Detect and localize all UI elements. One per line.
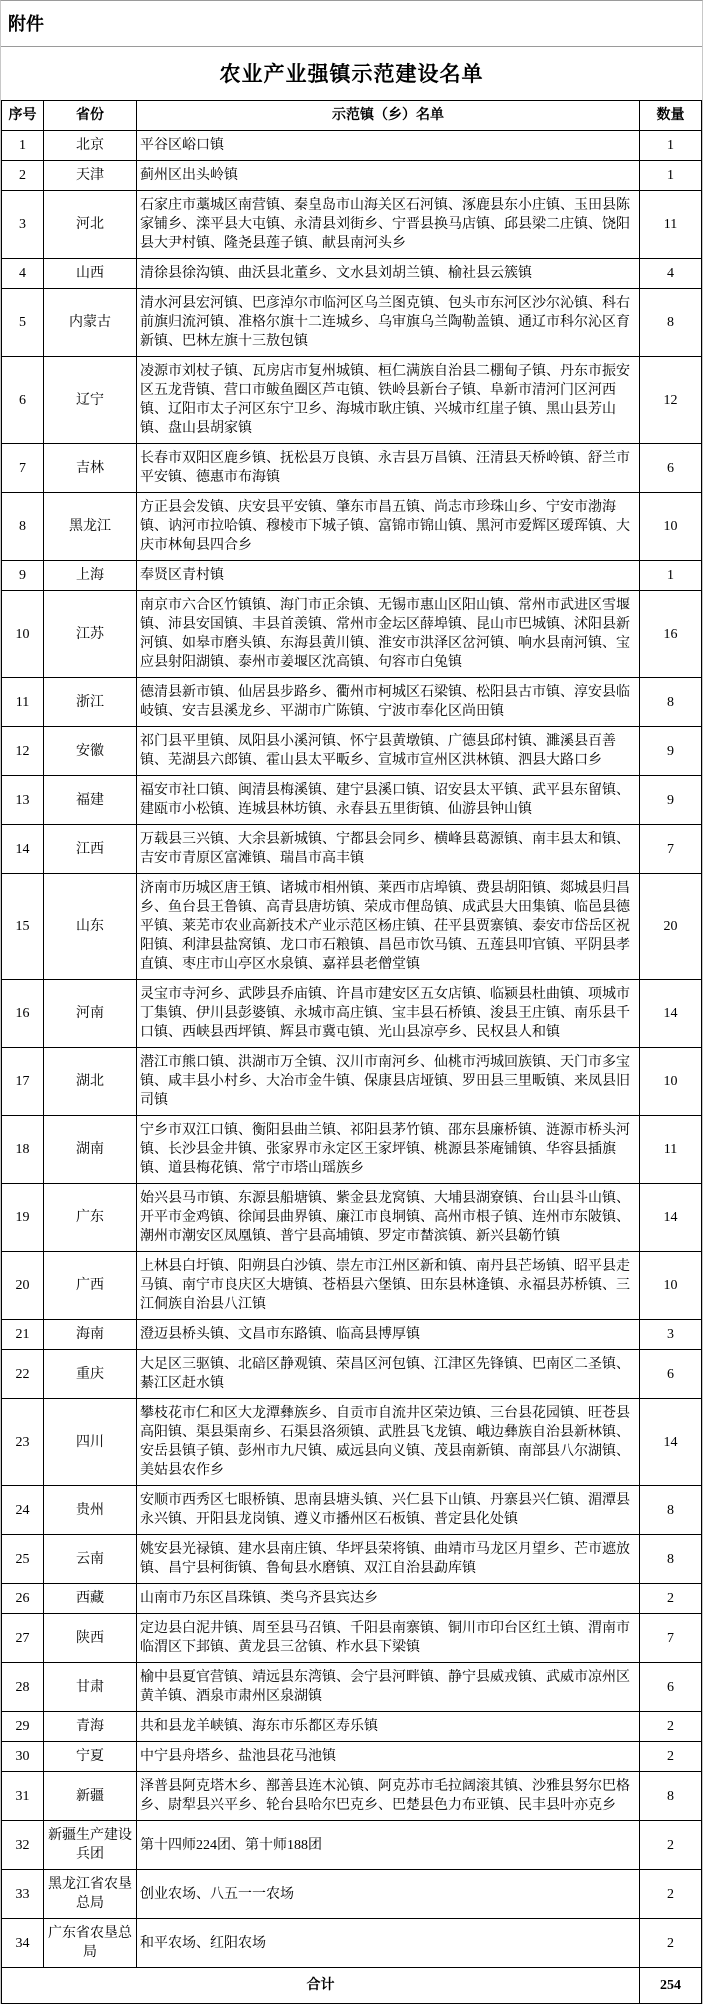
row-count-cell: 10 <box>640 1048 702 1116</box>
total-count: 254 <box>640 1968 702 2004</box>
header-index: 序号 <box>2 101 44 131</box>
row-province-cell: 浙江 <box>44 678 137 727</box>
row-count-cell: 8 <box>640 1535 702 1584</box>
row-list-cell: 攀枝花市仁和区大龙潭彝族乡、自贡市自流井区荣边镇、三台县花园镇、旺苍县高阳镇、渠县渠南乡、石渠县洛须镇、武胜县飞龙镇、峨边彝族自治县新林镇、安岳县镇子镇、彭州市九尺镇、威远县向义镇、茂县南新镇、南部县八尔湖镇、美姑县农作乡 <box>137 1399 640 1486</box>
row-list-cell: 清水河县宏河镇、巴彦淖尔市临河区乌兰图克镇、包头市东河区沙尔沁镇、科右前旗归流河镇、准格尔旗十二连城乡、乌审旗乌兰陶勒盖镇、通辽市科尔沁区育新镇、巴林左旗十三敖包镇 <box>137 289 640 357</box>
row-list-cell: 始兴县马市镇、东源县船塘镇、紫金县龙窝镇、大埔县湖寮镇、台山县斗山镇、开平市金鸡镇、徐闻县曲界镇、廉江市良垌镇、高州市根子镇、连州市东陂镇、潮州市潮安区凤凰镇、普宁县高埔镇、罗定市榃滨镇、新兴县簕竹镇 <box>137 1184 640 1252</box>
row-list-cell: 奉贤区青村镇 <box>137 561 640 591</box>
row-index-cell: 33 <box>2 1870 44 1919</box>
row-count-cell: 10 <box>640 493 702 561</box>
table-row <box>2 1535 702 1584</box>
row-province-cell: 青海 <box>44 1712 137 1742</box>
row-count-cell: 1 <box>640 561 702 591</box>
table-row <box>2 980 702 1048</box>
table-row <box>2 289 702 357</box>
row-count-cell: 2 <box>640 1584 702 1614</box>
table-row <box>2 493 702 561</box>
row-province-cell: 贵州 <box>44 1486 137 1535</box>
row-index-cell: 6 <box>2 357 44 444</box>
table-row <box>2 1252 702 1320</box>
row-list-cell: 祁门县平里镇、凤阳县小溪河镇、怀宁县黄墩镇、广德县邱村镇、濉溪县百善镇、芜湖县六郎镇、霍山县太平畈乡、宣城市宣州区洪林镇、泗县大路口乡 <box>137 727 640 776</box>
row-count-cell: 14 <box>640 980 702 1048</box>
row-province-cell: 山西 <box>44 259 137 289</box>
row-province-cell: 河北 <box>44 191 137 259</box>
row-index-cell: 14 <box>2 825 44 874</box>
row-list-cell: 平谷区峪口镇 <box>137 131 640 161</box>
row-province-cell: 黑龙江省农垦总局 <box>44 1870 137 1919</box>
table-row <box>2 1614 702 1663</box>
row-count-cell: 9 <box>640 727 702 776</box>
row-count-cell: 2 <box>640 1870 702 1919</box>
row-index-cell: 28 <box>2 1663 44 1712</box>
row-count-cell: 7 <box>640 1614 702 1663</box>
row-province-cell: 湖北 <box>44 1048 137 1116</box>
row-index-cell: 21 <box>2 1320 44 1350</box>
table-row <box>2 1742 702 1772</box>
row-index-cell: 4 <box>2 259 44 289</box>
row-index-cell: 16 <box>2 980 44 1048</box>
table-row <box>2 1870 702 1919</box>
header-list: 示范镇（乡）名单 <box>137 101 640 131</box>
row-province-cell: 天津 <box>44 161 137 191</box>
row-count-cell: 14 <box>640 1184 702 1252</box>
row-province-cell: 山东 <box>44 874 137 980</box>
attachment-label: 附件 <box>1 1 702 47</box>
row-index-cell: 13 <box>2 776 44 825</box>
row-index-cell: 31 <box>2 1772 44 1821</box>
row-province-cell: 上海 <box>44 561 137 591</box>
row-index-cell: 5 <box>2 289 44 357</box>
table-row <box>2 1320 702 1350</box>
row-count-cell: 9 <box>640 776 702 825</box>
row-province-cell: 河南 <box>44 980 137 1048</box>
row-count-cell: 2 <box>640 1712 702 1742</box>
page-title: 农业产业强镇示范建设名单 <box>219 62 484 86</box>
row-index-cell: 9 <box>2 561 44 591</box>
table-row <box>2 1772 702 1821</box>
row-province-cell: 广东省农垦总局 <box>44 1919 137 1968</box>
table-row <box>2 1584 702 1614</box>
table-row <box>2 1116 702 1184</box>
row-province-cell: 重庆 <box>44 1350 137 1399</box>
row-index-cell: 15 <box>2 874 44 980</box>
row-count-cell: 7 <box>640 825 702 874</box>
row-province-cell: 安徽 <box>44 727 137 776</box>
row-province-cell: 新疆 <box>44 1772 137 1821</box>
row-list-cell: 榆中县夏官营镇、靖远县东湾镇、会宁县河畔镇、静宁县威戎镇、武威市凉州区黄羊镇、酒泉市肃州区泉湖镇 <box>137 1663 640 1712</box>
row-province-cell: 广西 <box>44 1252 137 1320</box>
row-index-cell: 12 <box>2 727 44 776</box>
row-list-cell: 潜江市熊口镇、洪湖市万全镇、汉川市南河乡、仙桃市沔城回族镇、天门市多宝镇、咸丰县小村乡、大冶市金牛镇、保康县店垭镇、罗田县三里畈镇、来凤县旧司镇 <box>137 1048 640 1116</box>
table-row <box>2 678 702 727</box>
row-index-cell: 30 <box>2 1742 44 1772</box>
row-province-cell: 甘肃 <box>44 1663 137 1712</box>
row-province-cell: 辽宁 <box>44 357 137 444</box>
row-index-cell: 7 <box>2 444 44 493</box>
table-row <box>2 444 702 493</box>
row-count-cell: 1 <box>640 161 702 191</box>
row-index-cell: 2 <box>2 161 44 191</box>
row-province-cell: 海南 <box>44 1320 137 1350</box>
row-list-cell: 泽普县阿克塔木乡、鄯善县连木沁镇、阿克苏市毛拉阔滚其镇、沙雅县努尔巴格乡、尉犁县兴平乡、轮台县哈尔巴克乡、巴楚县色力布亚镇、民丰县叶亦克乡 <box>137 1772 640 1821</box>
table-row <box>2 1048 702 1116</box>
row-count-cell: 2 <box>640 1821 702 1870</box>
row-index-cell: 29 <box>2 1712 44 1742</box>
row-count-cell: 2 <box>640 1919 702 1968</box>
row-province-cell: 陕西 <box>44 1614 137 1663</box>
row-list-cell: 共和县龙羊峡镇、海东市乐都区寿乐镇 <box>137 1712 640 1742</box>
row-index-cell: 18 <box>2 1116 44 1184</box>
row-province-cell: 黑龙江 <box>44 493 137 561</box>
table-row <box>2 776 702 825</box>
row-list-cell: 济南市历城区唐王镇、诸城市相州镇、莱西市店埠镇、费县胡阳镇、郯城县归昌乡、鱼台县王鲁镇、高青县唐坊镇、荣成市俚岛镇、成武县大田集镇、临邑县德平镇、莱芜市农业高新技术产业示范区杨庄镇、茌平县贾寨镇、泰安市岱岳区祝阳镇、利津县盐窝镇、龙口市石粮镇、昌邑市饮马镇、五莲县叩官镇、平阴县孝直镇、枣庄市山亭区水泉镇、嘉祥县老僧堂镇 <box>137 874 640 980</box>
table-row <box>2 1184 702 1252</box>
row-list-cell: 长春市双阳区鹿乡镇、抚松县万良镇、永吉县万昌镇、汪清县天桥岭镇、舒兰市平安镇、德惠市布海镇 <box>137 444 640 493</box>
row-list-cell: 凌源市刘杖子镇、瓦房店市复州城镇、桓仁满族自治县二棚甸子镇、丹东市振安区五龙背镇、营口市鲅鱼圈区芦屯镇、铁岭县新台子镇、阜新市清河门区河西镇、辽阳市太子河区东宁卫乡、海城市耿庄镇、兴城市红崖子镇、黑山县芳山镇、盘山县胡家镇 <box>137 357 640 444</box>
demonstration-towns-table <box>1 100 702 2004</box>
table-row <box>2 191 702 259</box>
row-count-cell: 4 <box>640 259 702 289</box>
row-index-cell: 34 <box>2 1919 44 1968</box>
row-list-cell: 德清县新市镇、仙居县步路乡、衢州市柯城区石梁镇、松阳县古市镇、淳安县临岐镇、安吉县溪龙乡、平湖市广陈镇、宁波市奉化区尚田镇 <box>137 678 640 727</box>
row-list-cell: 澄迈县桥头镇、文昌市东路镇、临高县博厚镇 <box>137 1320 640 1350</box>
row-list-cell: 定边县白泥井镇、周至县马召镇、千阳县南寨镇、铜川市印台区红土镇、渭南市临渭区下邽镇、黄龙县三岔镇、柞水县下梁镇 <box>137 1614 640 1663</box>
header-count: 数量 <box>640 101 702 131</box>
row-count-cell: 20 <box>640 874 702 980</box>
row-index-cell: 25 <box>2 1535 44 1584</box>
row-index-cell: 22 <box>2 1350 44 1399</box>
row-index-cell: 8 <box>2 493 44 561</box>
row-index-cell: 24 <box>2 1486 44 1535</box>
row-count-cell: 14 <box>640 1399 702 1486</box>
row-count-cell: 6 <box>640 1663 702 1712</box>
row-province-cell: 云南 <box>44 1535 137 1584</box>
row-province-cell: 宁夏 <box>44 1742 137 1772</box>
table-row <box>2 825 702 874</box>
row-list-cell: 石家庄市藁城区南营镇、秦皇岛市山海关区石河镇、涿鹿县东小庄镇、玉田县陈家铺乡、滦平县大屯镇、永清县刘街乡、宁晋县换马店镇、邱县梁二庄镇、饶阳县大尹村镇、隆尧县莲子镇、献县南河头乡 <box>137 191 640 259</box>
row-list-cell: 南京市六合区竹镇镇、海门市正余镇、无锡市惠山区阳山镇、常州市武进区雪堰镇、沛县安国镇、丰县首羡镇、常州市金坛区薛埠镇、昆山市巴城镇、沭阳县新河镇、如皋市磨头镇、东海县黄川镇、淮安市洪泽区岔河镇、响水县南河镇、宝应县射阳湖镇、泰州市姜堰区沈高镇、句容市白兔镇 <box>137 591 640 678</box>
row-index-cell: 17 <box>2 1048 44 1116</box>
header-province: 省份 <box>44 101 137 131</box>
total-row <box>2 1968 702 2004</box>
row-province-cell: 湖南 <box>44 1116 137 1184</box>
table-row <box>2 1919 702 1968</box>
row-list-cell: 第十四师224团、第十师188团 <box>137 1821 640 1870</box>
table-row <box>2 1486 702 1535</box>
table-row <box>2 161 702 191</box>
row-list-cell: 山南市乃东区昌珠镇、类乌齐县宾达乡 <box>137 1584 640 1614</box>
row-province-cell: 福建 <box>44 776 137 825</box>
total-label: 合计 <box>2 1968 640 2004</box>
row-index-cell: 26 <box>2 1584 44 1614</box>
row-list-cell: 万载县三兴镇、大余县新城镇、宁都县会同乡、横峰县葛源镇、南丰县太和镇、吉安市青原区富滩镇、瑞昌市高丰镇 <box>137 825 640 874</box>
table-row <box>2 1399 702 1486</box>
row-count-cell: 11 <box>640 191 702 259</box>
row-province-cell: 江苏 <box>44 591 137 678</box>
row-province-cell: 内蒙古 <box>44 289 137 357</box>
row-count-cell: 8 <box>640 1486 702 1535</box>
row-province-cell: 广东 <box>44 1184 137 1252</box>
table-row <box>2 131 702 161</box>
row-list-cell: 和平农场、红阳农场 <box>137 1919 640 1968</box>
row-count-cell: 16 <box>640 591 702 678</box>
row-province-cell: 新疆生产建设兵团 <box>44 1821 137 1870</box>
row-index-cell: 11 <box>2 678 44 727</box>
table-row <box>2 259 702 289</box>
row-count-cell: 8 <box>640 678 702 727</box>
row-index-cell: 27 <box>2 1614 44 1663</box>
table-row <box>2 561 702 591</box>
row-list-cell: 蓟州区出头岭镇 <box>137 161 640 191</box>
table-row <box>2 874 702 980</box>
table-row <box>2 1821 702 1870</box>
row-count-cell: 3 <box>640 1320 702 1350</box>
row-count-cell: 10 <box>640 1252 702 1320</box>
row-list-cell: 方正县会发镇、庆安县平安镇、肇东市昌五镇、尚志市珍珠山乡、宁安市渤海镇、讷河市拉哈镇、穆棱市下城子镇、富锦市锦山镇、黑河市爱辉区瑷珲镇、大庆市林甸县四合乡 <box>137 493 640 561</box>
row-index-cell: 3 <box>2 191 44 259</box>
row-list-cell: 安顺市西秀区七眼桥镇、思南县塘头镇、兴仁县下山镇、丹寨县兴仁镇、湄潭县永兴镇、开阳县龙岗镇、遵义市播州区石板镇、普定县化处镇 <box>137 1486 640 1535</box>
row-province-cell: 四川 <box>44 1399 137 1486</box>
table-row <box>2 1350 702 1399</box>
row-index-cell: 10 <box>2 591 44 678</box>
row-province-cell: 北京 <box>44 131 137 161</box>
row-list-cell: 大足区三驱镇、北碚区静观镇、荣昌区河包镇、江津区先锋镇、巴南区二圣镇、綦江区赶水镇 <box>137 1350 640 1399</box>
row-list-cell: 上林县白圩镇、阳朔县白沙镇、崇左市江州区新和镇、南丹县芒场镇、昭平县走马镇、南宁市良庆区大塘镇、苍梧县六堡镇、田东县林逢镇、永福县苏桥镇、三江侗族自治县八江镇 <box>137 1252 640 1320</box>
row-province-cell: 江西 <box>44 825 137 874</box>
row-index-cell: 19 <box>2 1184 44 1252</box>
row-count-cell: 6 <box>640 444 702 493</box>
row-index-cell: 20 <box>2 1252 44 1320</box>
row-list-cell: 中宁县舟塔乡、盐池县花马池镇 <box>137 1742 640 1772</box>
row-province-cell: 西藏 <box>44 1584 137 1614</box>
table-row <box>2 1712 702 1742</box>
table-row <box>2 727 702 776</box>
row-count-cell: 1 <box>640 131 702 161</box>
table-row <box>2 591 702 678</box>
row-list-cell: 宁乡市双江口镇、衡阳县曲兰镇、祁阳县茅竹镇、邵东县廉桥镇、涟源市桥头河镇、长沙县金井镇、张家界市永定区王家坪镇、桃源县茶庵铺镇、华容县插旗镇、道县梅花镇、常宁市塔山瑶族乡 <box>137 1116 640 1184</box>
row-list-cell: 清徐县徐沟镇、曲沃县北董乡、文水县刘胡兰镇、榆社县云簇镇 <box>137 259 640 289</box>
row-list-cell: 创业农场、八五一一农场 <box>137 1870 640 1919</box>
table-row <box>2 357 702 444</box>
row-list-cell: 福安市社口镇、闽清县梅溪镇、建宁县溪口镇、诏安县太平镇、武平县东留镇、建瓯市小松镇、连城县林坊镇、永春县五里街镇、仙游县钟山镇 <box>137 776 640 825</box>
row-list-cell: 姚安县光禄镇、建水县南庄镇、华坪县荣将镇、曲靖市马龙区月望乡、芒市遮放镇、昌宁县柯街镇、鲁甸县水磨镇、双江自治县勐库镇 <box>137 1535 640 1584</box>
table-row <box>2 1663 702 1712</box>
row-count-cell: 2 <box>640 1742 702 1772</box>
row-index-cell: 32 <box>2 1821 44 1870</box>
row-index-cell: 23 <box>2 1399 44 1486</box>
row-count-cell: 12 <box>640 357 702 444</box>
row-list-cell: 灵宝市寺河乡、武陟县乔庙镇、许昌市建安区五女店镇、临颍县杜曲镇、项城市丁集镇、伊川县彭婆镇、永城市高庄镇、宝丰县石桥镇、浚县王庄镇、南乐县千口镇、西峡县西坪镇、辉县市冀屯镇、光山县凉亭乡、民权县人和镇 <box>137 980 640 1048</box>
row-count-cell: 11 <box>640 1116 702 1184</box>
row-index-cell: 1 <box>2 131 44 161</box>
row-count-cell: 6 <box>640 1350 702 1399</box>
table-header-row <box>2 101 702 131</box>
row-count-cell: 8 <box>640 289 702 357</box>
row-province-cell: 吉林 <box>44 444 137 493</box>
row-count-cell: 8 <box>640 1772 702 1821</box>
